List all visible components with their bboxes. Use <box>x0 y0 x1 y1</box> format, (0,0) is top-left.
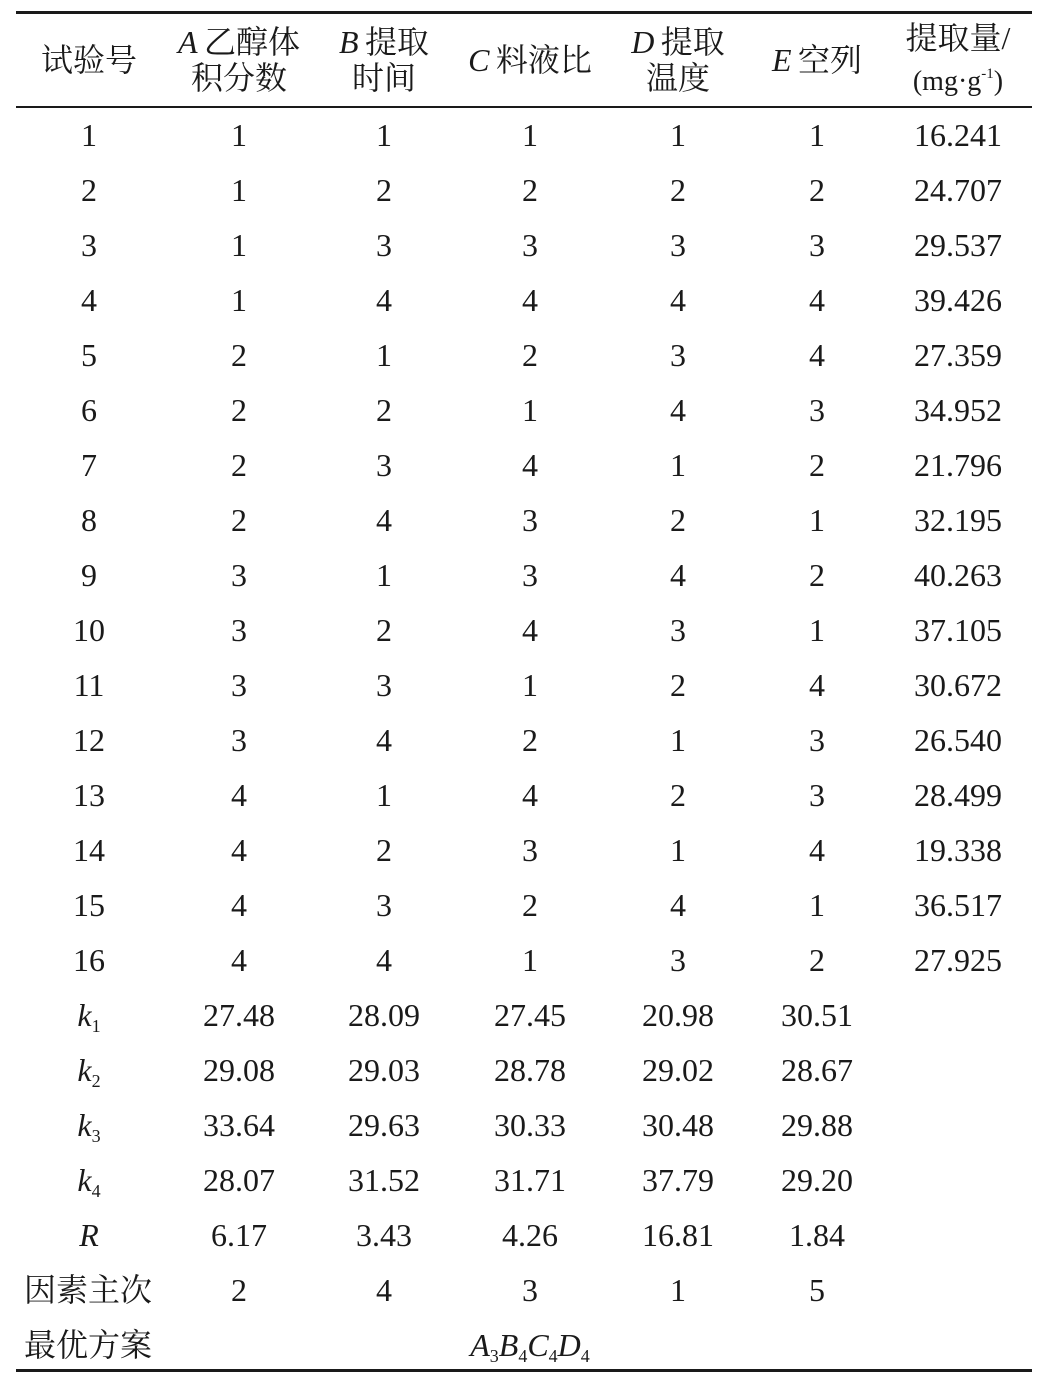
trial-number: 12 <box>73 722 105 758</box>
k-subscript: 2 <box>91 1071 101 1091</box>
optimal-scheme-value <box>470 1325 590 1365</box>
level-value: 3 <box>809 227 825 263</box>
level-value: 4 <box>231 832 247 868</box>
level-value: 1 <box>670 117 686 153</box>
column-header-2 <box>339 20 429 100</box>
level-value: 4 <box>670 557 686 593</box>
level-value: 2 <box>231 337 247 373</box>
level-value: 4 <box>231 887 247 923</box>
level-value: 3 <box>376 447 392 483</box>
level-value: 1 <box>376 117 392 153</box>
column-header-line <box>191 60 287 96</box>
level-value: 3 <box>809 392 825 428</box>
level-value: 3 <box>522 557 538 593</box>
optimal-scheme-label: 最优方案 <box>24 1327 153 1363</box>
k-value: 20.98 <box>642 997 714 1033</box>
column-header-line <box>352 60 416 96</box>
extraction-yield: 27.925 <box>914 942 1002 978</box>
column-header-4 <box>631 20 725 100</box>
scheme-level: 3 <box>489 1346 499 1366</box>
k-row-label: $k_4$ <box>77 1162 101 1201</box>
factor-order-value: 2 <box>231 1272 247 1308</box>
level-value: 2 <box>376 172 392 208</box>
k-row-label: $k_1$ <box>77 997 101 1036</box>
k-value: 28.67 <box>781 1052 853 1088</box>
trial-number: 13 <box>73 777 105 813</box>
level-value: 2 <box>376 392 392 428</box>
column-header-text: 时间 <box>351 60 416 96</box>
trial-number: 5 <box>81 337 97 373</box>
trial-number: 6 <box>81 392 97 428</box>
range-value: 4.26 <box>502 1217 558 1253</box>
level-value: 1 <box>376 557 392 593</box>
range-value: 1.84 <box>789 1217 845 1253</box>
column-header-text: 提取量/ <box>905 20 1011 56</box>
level-value: 1 <box>809 887 825 923</box>
scheme-factor: C <box>527 1327 549 1363</box>
scheme-level: 4 <box>580 1346 590 1366</box>
trial-number: 4 <box>81 282 97 318</box>
extraction-yield: 39.426 <box>914 282 1002 318</box>
level-value: 2 <box>522 172 538 208</box>
column-header-text: 温度 <box>645 60 710 96</box>
level-value: 3 <box>670 227 686 263</box>
column-header-text: 空列 <box>797 42 862 78</box>
unit-text: (mg·g <box>912 66 982 97</box>
scheme-factor: A <box>470 1327 490 1363</box>
trial-number: 11 <box>73 667 105 703</box>
column-header-0 <box>41 20 137 100</box>
k-value: 27.48 <box>203 997 275 1033</box>
unit-close: ) <box>993 66 1004 97</box>
k-value: 29.08 <box>203 1052 275 1088</box>
trial-number: 8 <box>81 502 97 538</box>
level-value: 2 <box>809 172 825 208</box>
level-value: 3 <box>522 227 538 263</box>
column-header-1 <box>178 20 300 100</box>
trial-number: 7 <box>81 447 97 483</box>
column-header-text: 乙醇体 <box>203 24 300 60</box>
level-value: 1 <box>670 722 686 758</box>
level-value: 2 <box>670 502 686 538</box>
level-value: 1 <box>376 777 392 813</box>
level-value: 4 <box>522 447 538 483</box>
level-value: 3 <box>231 557 247 593</box>
level-value: 4 <box>231 777 247 813</box>
level-value: 1 <box>522 667 538 703</box>
level-value: 2 <box>231 502 247 538</box>
level-value: 2 <box>376 832 392 868</box>
k-value: 28.78 <box>494 1052 566 1088</box>
trial-number: 10 <box>73 612 105 648</box>
level-value: 4 <box>376 722 392 758</box>
k-value: 30.33 <box>494 1107 566 1143</box>
extraction-yield: 36.517 <box>914 887 1002 923</box>
k-value: 29.03 <box>348 1052 420 1088</box>
column-header-line <box>646 60 710 96</box>
trial-number: 2 <box>81 172 97 208</box>
column-header-text: 提取 <box>364 24 429 60</box>
extraction-yield: 27.359 <box>914 337 1002 373</box>
scheme-factor: D <box>557 1327 581 1363</box>
column-header-5 <box>772 20 862 100</box>
k-value: 37.79 <box>642 1162 714 1198</box>
level-value: 4 <box>376 502 392 538</box>
factor-letter: B <box>339 24 359 60</box>
level-value: 4 <box>231 942 247 978</box>
level-value: 1 <box>522 117 538 153</box>
level-value: 1 <box>376 337 392 373</box>
k-subscript: 4 <box>91 1181 101 1201</box>
extraction-yield: 37.105 <box>914 612 1002 648</box>
range-value: 16.81 <box>642 1217 714 1253</box>
column-header-text: 提取 <box>660 24 725 60</box>
level-value: 1 <box>809 612 825 648</box>
level-value: 3 <box>809 777 825 813</box>
level-value: 4 <box>376 942 392 978</box>
level-value: 1 <box>670 447 686 483</box>
level-value: 1 <box>809 502 825 538</box>
extraction-yield: 19.338 <box>914 832 1002 868</box>
extraction-yield: 26.540 <box>914 722 1002 758</box>
k-value: 30.48 <box>642 1107 714 1143</box>
factor-letter: E <box>772 42 792 78</box>
level-value: 3 <box>670 337 686 373</box>
level-value: 1 <box>231 282 247 318</box>
level-value: 3 <box>670 612 686 648</box>
trial-number: 14 <box>73 832 105 868</box>
column-header-text: 试验号 <box>40 42 138 78</box>
k-value: 31.71 <box>494 1162 566 1198</box>
r-row-label: R <box>79 1217 99 1253</box>
k-value: 29.88 <box>781 1107 853 1143</box>
k-subscript: 1 <box>91 1016 101 1036</box>
extraction-yield: 16.241 <box>914 117 1002 153</box>
trial-number: 9 <box>81 557 97 593</box>
level-value: 4 <box>809 282 825 318</box>
trial-number: 15 <box>73 887 105 923</box>
level-value: 4 <box>809 832 825 868</box>
level-value: 2 <box>670 172 686 208</box>
level-value: 4 <box>522 282 538 318</box>
k-row-label: $k_2$ <box>77 1052 101 1091</box>
k-value: 31.52 <box>348 1162 420 1198</box>
column-header-line <box>41 42 137 78</box>
level-value: 2 <box>809 942 825 978</box>
level-value: 4 <box>670 887 686 923</box>
column-header-6 <box>906 20 1011 100</box>
k-value: 28.09 <box>348 997 420 1033</box>
column-header-line <box>631 24 725 60</box>
extraction-yield: 29.537 <box>914 227 1002 263</box>
factor-letter: A <box>178 24 198 60</box>
level-value: 3 <box>231 667 247 703</box>
level-value: 2 <box>809 557 825 593</box>
column-header-text: 积分数 <box>190 60 287 96</box>
k-value: 30.51 <box>781 997 853 1033</box>
level-value: 3 <box>376 667 392 703</box>
level-value: 4 <box>376 282 392 318</box>
level-value: 3 <box>670 942 686 978</box>
extraction-yield: 28.499 <box>914 777 1002 813</box>
range-value: 6.17 <box>211 1217 267 1253</box>
scheme-level: 4 <box>548 1346 558 1366</box>
level-value: 2 <box>670 777 686 813</box>
column-header-line <box>906 20 1011 56</box>
extraction-yield: 40.263 <box>914 557 1002 593</box>
level-value: 1 <box>231 117 247 153</box>
level-value: 1 <box>231 172 247 208</box>
level-value: 2 <box>231 447 247 483</box>
table-bottom-rule <box>16 1369 1032 1372</box>
k-value: 33.64 <box>203 1107 275 1143</box>
level-value: 1 <box>670 832 686 868</box>
column-header-line <box>178 24 300 60</box>
level-value: 3 <box>809 722 825 758</box>
k-value: 29.63 <box>348 1107 420 1143</box>
k-value: 28.07 <box>203 1162 275 1198</box>
factor-letter: C <box>468 42 490 78</box>
scheme-factor: B <box>498 1327 519 1363</box>
scheme-level: 4 <box>518 1346 528 1366</box>
k-value: 29.02 <box>642 1052 714 1088</box>
level-value: 2 <box>809 447 825 483</box>
trial-number: 1 <box>81 117 97 153</box>
table-header-rule <box>16 106 1032 108</box>
level-value: 3 <box>376 887 392 923</box>
level-value: 2 <box>231 392 247 428</box>
level-value: 1 <box>809 117 825 153</box>
unit-exponent: -1 <box>981 66 994 82</box>
level-value: 4 <box>670 282 686 318</box>
column-header-3 <box>468 20 592 100</box>
column-header-line <box>772 42 862 78</box>
table-top-rule <box>16 11 1032 14</box>
level-value: 4 <box>522 612 538 648</box>
k-row-label: $k_3$ <box>77 1107 101 1146</box>
k-value: 27.45 <box>494 997 566 1033</box>
level-value: 3 <box>522 502 538 538</box>
range-value: 3.43 <box>356 1217 412 1253</box>
factor-order-value: 1 <box>670 1272 686 1308</box>
factor-order-label: 因素主次 <box>24 1272 153 1308</box>
level-value: 3 <box>522 832 538 868</box>
extraction-yield: 30.672 <box>914 667 1002 703</box>
level-value: 3 <box>231 612 247 648</box>
level-value: 2 <box>522 337 538 373</box>
k-value: 29.20 <box>781 1162 853 1198</box>
level-value: 3 <box>376 227 392 263</box>
level-value: 1 <box>231 227 247 263</box>
level-value: 4 <box>809 667 825 703</box>
column-header-line <box>339 24 429 60</box>
column-header-line <box>913 56 1003 100</box>
level-value: 3 <box>231 722 247 758</box>
factor-letter: D <box>631 24 655 60</box>
level-value: 4 <box>670 392 686 428</box>
level-value: 1 <box>522 942 538 978</box>
factor-order-value: 3 <box>522 1272 538 1308</box>
level-value: 1 <box>522 392 538 428</box>
extraction-yield: 32.195 <box>914 502 1002 538</box>
level-value: 4 <box>522 777 538 813</box>
level-value: 2 <box>522 722 538 758</box>
level-value: 4 <box>809 337 825 373</box>
factor-order-value: 4 <box>376 1272 392 1308</box>
extraction-yield: 21.796 <box>914 447 1002 483</box>
column-header-line <box>468 42 592 78</box>
extraction-yield: 24.707 <box>914 172 1002 208</box>
k-subscript: 3 <box>91 1126 101 1146</box>
trial-number: 16 <box>73 942 105 978</box>
column-header-text: 料液比 <box>495 42 592 78</box>
level-value: 2 <box>376 612 392 648</box>
trial-number: 3 <box>81 227 97 263</box>
extraction-yield: 34.952 <box>914 392 1002 428</box>
level-value: 2 <box>670 667 686 703</box>
factor-order-value: 5 <box>809 1272 825 1308</box>
level-value: 2 <box>522 887 538 923</box>
